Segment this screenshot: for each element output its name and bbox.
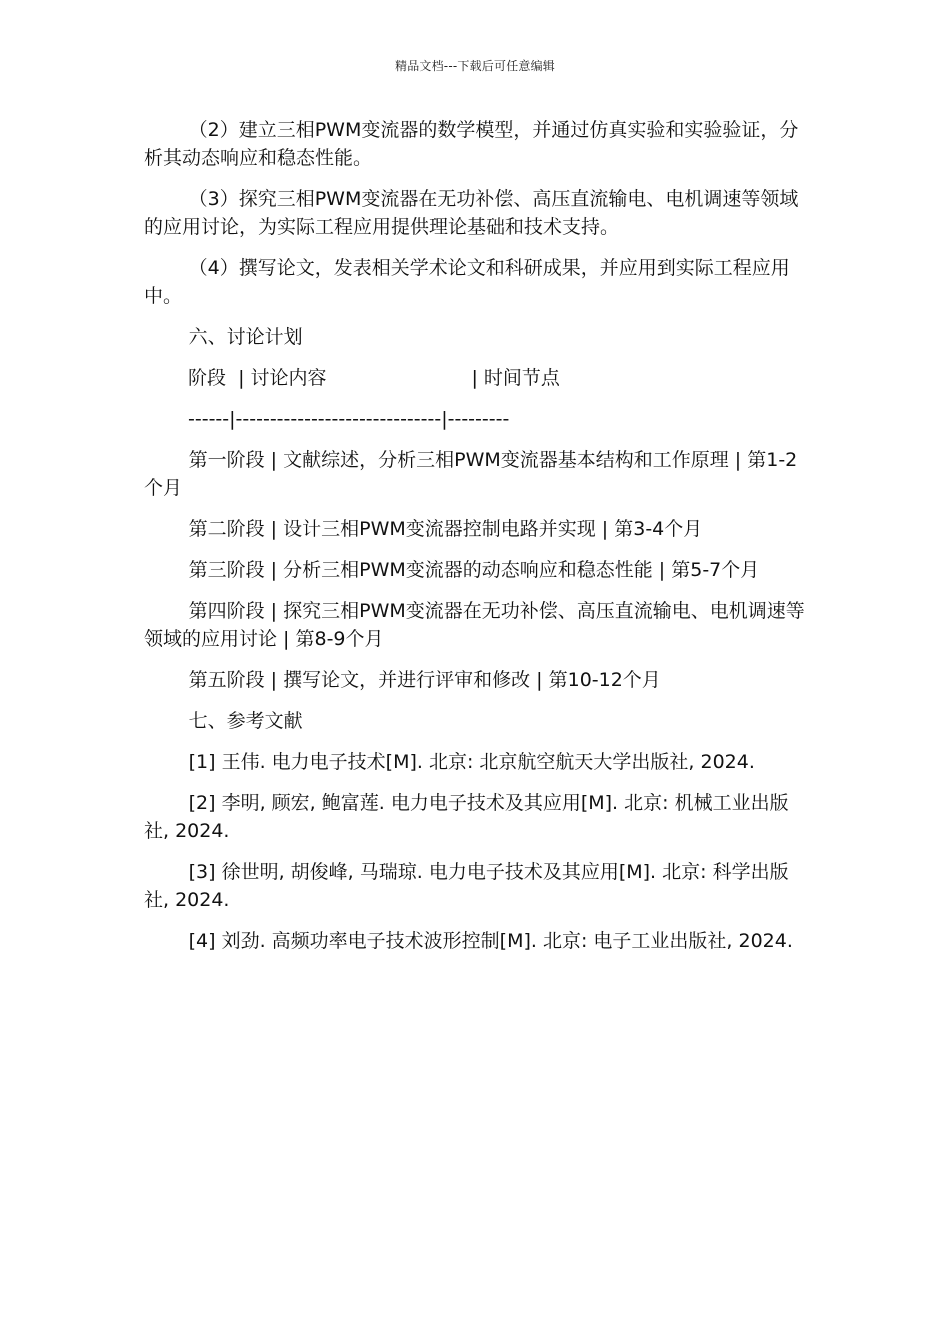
goal-paragraph-4: （4）撰写论文，发表相关学术论文和科研成果，并应用到实际工程应用中。 [144,257,790,307]
plan-row-stage-4: 第四阶段 | 探究三相PWM变流器在无功补偿、高压直流输电、电机调速等领域的应用讨论 | 第8-9个月 [144,600,805,650]
plan-row-stage-3: 第三阶段 | 分析三相PWM变流器的动态响应和稳态性能 | 第5-7个月 [188,559,760,581]
section-title-research-plan: 六、讨论计划 [188,326,303,348]
goal-paragraph-2: （2）建立三相PWM变流器的数学模型，并通过仿真实验和实验验证，分析其动态响应和稳态性能。 [144,119,799,169]
page-header: 精品文档---下载后可任意编辑 [395,59,555,73]
goal-paragraph-3: （3）探究三相PWM变流器在无功补偿、高压直流输电、电机调速等领域的应用讨论，为实际工程应用提供理论基础和技术支持。 [144,188,799,238]
plan-row-stage-1: 第一阶段 | 文献综述，分析三相PWM变流器基本结构和工作原理 | 第1-2个月 [144,449,798,499]
reference-item-3: [3] 徐世明, 胡俊峰, 马瑞琼. 电力电子技术及其应用[M]. 北京: 科学出版社, 2024. [144,861,789,911]
plan-table-separator: ------|------------------------------|--------- [188,408,510,430]
plan-table-header: 阶段 | 讨论内容 | 时间节点 [188,367,560,389]
section-title-references: 七、参考文献 [188,710,303,732]
document-body [144,116,808,968]
plan-row-stage-5: 第五阶段 | 撰写论文，并进行评审和修改 | 第10-12个月 [188,669,661,691]
plan-row-stage-2: 第二阶段 | 设计三相PWM变流器控制电路并实现 | 第3-4个月 [188,518,703,540]
reference-item-2: [2] 李明, 顾宏, 鲍富莲. 电力电子技术及其应用[M]. 北京: 机械工业出版社, 2024. [144,792,789,842]
reference-item-4: [4] 刘劲. 高频功率电子技术波形控制[M]. 北京: 电子工业出版社, 2024. [188,930,793,952]
reference-item-1: [1] 王伟. 电力电子技术[M]. 北京: 北京航空航天大学出版社, 2024. [188,751,755,773]
